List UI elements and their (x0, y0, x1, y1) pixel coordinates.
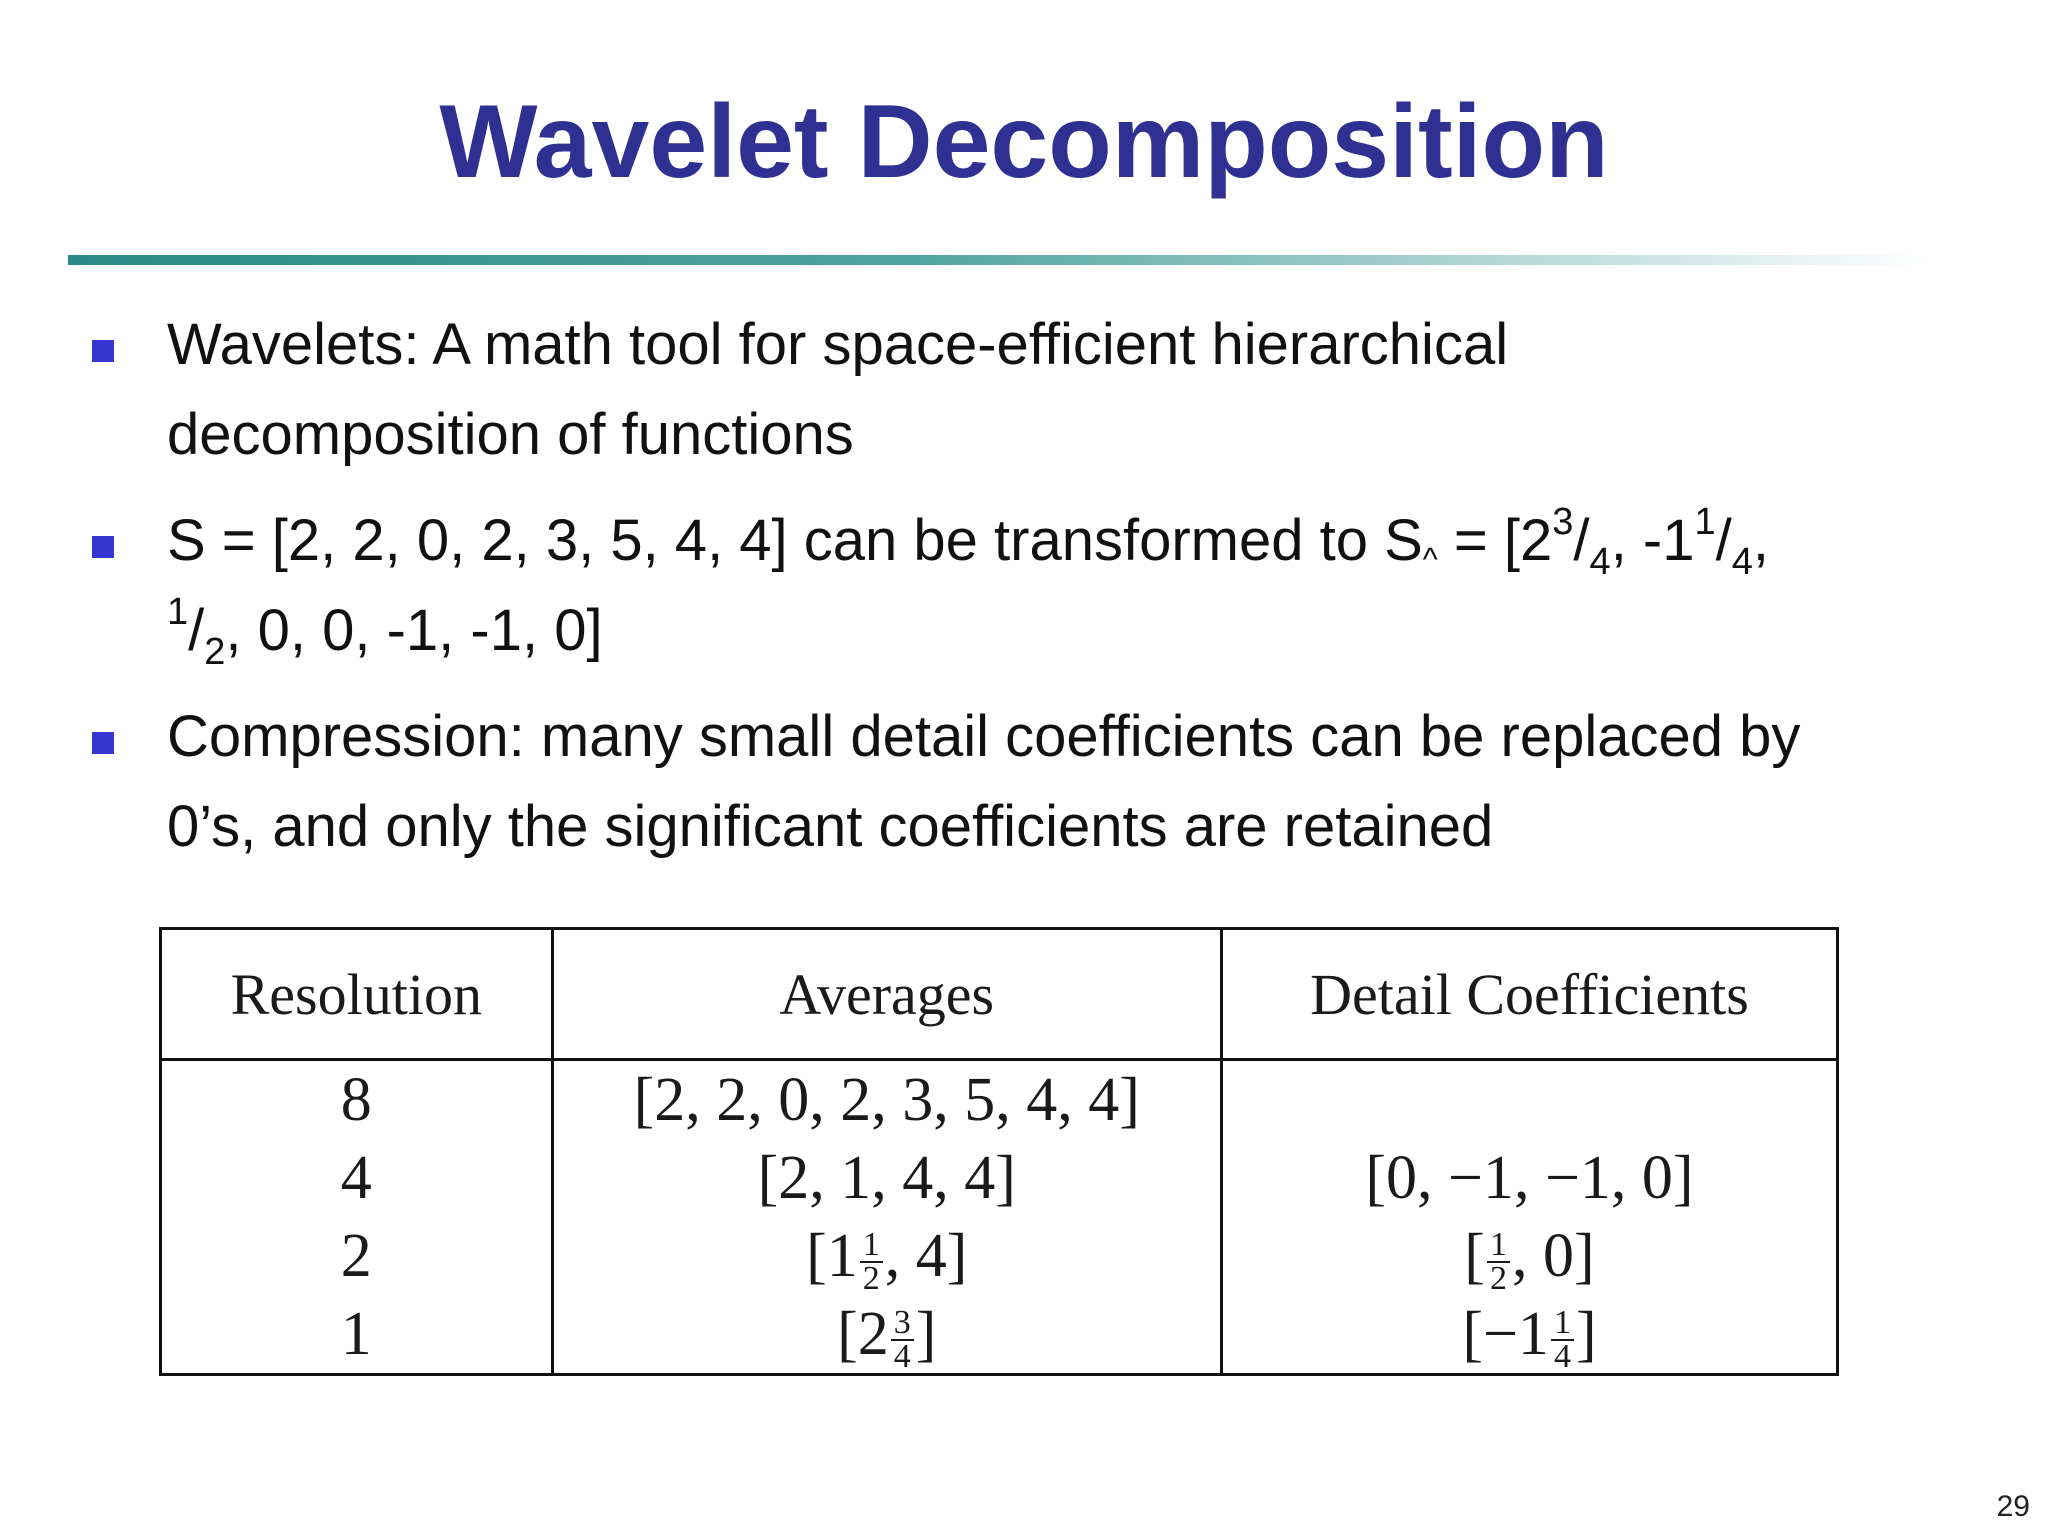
hat-subscript: ^ (1422, 541, 1438, 577)
bullet-text (167, 300, 1957, 480)
details-value (1223, 1217, 1836, 1295)
square-bullet-icon (92, 340, 114, 362)
page-number: 29 (1996, 1490, 2030, 1523)
details-value-empty (1223, 1061, 1836, 1139)
fraction-denominator: 4 (1731, 541, 1753, 583)
averages-value (554, 1295, 1220, 1373)
fraction-denominator: 2 (1489, 1259, 1507, 1297)
text-run: ] (1575, 1300, 1597, 1368)
fraction-numerator: 1 (860, 1229, 883, 1263)
stacked-fraction (1487, 1225, 1510, 1297)
header-detail-coefficients: Detail Coefficients (1221, 929, 1837, 1060)
averages-value: [2, 1, 4, 4] (757, 1144, 1016, 1212)
details-value (1223, 1295, 1836, 1373)
text-run: , 0, 0, -1, -1, 0] (225, 598, 603, 663)
bullet-text (167, 496, 1957, 676)
details-cell (1221, 1060, 1837, 1375)
bullet-line: S = [2, 2, 0, 2, 3, 5, 4, 4] can be transformed to S^ = [$2^3/_4$, $-1^1/_4$, (167, 501, 1770, 583)
text-run: [2 (837, 1300, 889, 1368)
text-run: , -1 (1610, 508, 1695, 573)
stacked-fraction (1551, 1303, 1574, 1375)
details-value: [0, −1, −1, 0] (1365, 1144, 1694, 1212)
resolution-value: 2 (340, 1222, 372, 1290)
title-divider (68, 255, 1928, 265)
fraction-denominator: 2 (204, 631, 226, 673)
text-run: S = [2, 2, 0, 2, 3, 5, 4, 4] can be transformed to S (167, 508, 1423, 573)
text-run: , 4] (884, 1222, 968, 1290)
header-averages: Averages (552, 929, 1221, 1060)
square-bullet-icon (92, 536, 114, 558)
stacked-fraction (891, 1303, 914, 1375)
fraction-denominator: 4 (893, 1337, 911, 1375)
resolution-cell (161, 1060, 553, 1375)
resolution-value: 4 (340, 1144, 372, 1212)
stacked-fraction (860, 1225, 883, 1297)
fraction-denominator: 4 (1589, 541, 1611, 583)
resolution-value: 8 (340, 1066, 372, 1134)
header-resolution: Resolution (161, 929, 553, 1060)
averages-value (554, 1217, 1220, 1295)
bullet-line: decomposition of functions (167, 402, 854, 467)
fraction-numerator: 3 (891, 1307, 914, 1341)
text-run: [1 (806, 1222, 858, 1290)
bullet-line: 0’s, and only the significant coefficients are retained (167, 794, 1494, 859)
text-run: = [2 (1437, 508, 1553, 573)
wavelet-coefficient-table (159, 927, 1839, 1376)
text-run: , 0] (1511, 1222, 1595, 1290)
bullet-line: Wavelets: A math tool for space-efficient hierarchical (167, 312, 1509, 377)
fraction-numerator: 1 (1487, 1229, 1510, 1263)
fraction-denominator: 4 (1553, 1337, 1571, 1375)
fraction-denominator: 2 (862, 1259, 880, 1297)
fraction-numerator: 3 (1552, 501, 1574, 543)
bullet-text (167, 692, 1957, 872)
text-run: [−1 (1462, 1300, 1549, 1368)
resolution-value: 1 (340, 1300, 372, 1368)
averages-value: [2, 2, 0, 2, 3, 5, 4, 4] (633, 1066, 1140, 1134)
table-header-row (161, 929, 1838, 1060)
square-bullet-icon (92, 732, 114, 754)
bullet-line: $^1/_2$, 0, 0, -1, -1, 0] (167, 591, 603, 673)
table-row (161, 1060, 1838, 1375)
fraction-numerator: 1 (167, 591, 189, 633)
fraction-numerator: 1 (1551, 1307, 1574, 1341)
bullet-line: Compression: many small detail coefficients can be replaced by (167, 704, 1801, 769)
slide-title: Wavelet Decomposition (439, 84, 1609, 200)
text-run: , (1752, 508, 1770, 573)
averages-cell (552, 1060, 1221, 1375)
text-run: ] (915, 1300, 937, 1368)
fraction-numerator: 1 (1694, 501, 1716, 543)
text-run: [ (1464, 1222, 1485, 1290)
